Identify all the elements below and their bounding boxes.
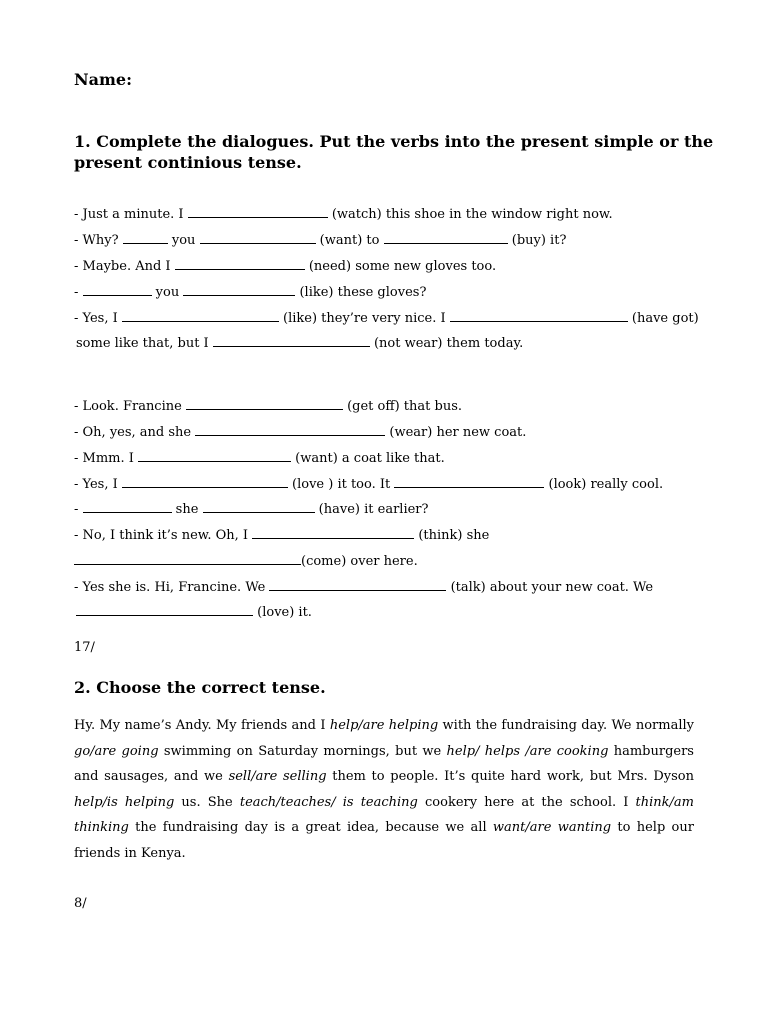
dialogue-text: - Look. Francine xyxy=(74,399,186,414)
dialogue-text: (need) some new gloves too. xyxy=(304,259,497,274)
answer-blank[interactable] xyxy=(252,527,414,539)
tense-choice[interactable]: teach/teaches/ is teaching xyxy=(239,794,418,810)
task1-title-line2: present continious tense. xyxy=(74,153,302,172)
dialogue-line xyxy=(74,206,613,223)
dialogue-text: (buy) it? xyxy=(507,233,567,248)
task1-score: 17/ xyxy=(74,640,95,655)
dialogue-line xyxy=(74,398,462,415)
task2-score: 8/ xyxy=(74,896,87,911)
dialogue-text: (love ) it too. It xyxy=(287,477,395,492)
dialogue-text: - Maybe. And I xyxy=(74,259,175,274)
dialogue-text: - Just a minute. I xyxy=(74,207,188,222)
paragraph-text: them to people. It’s quite hard work, but Mrs. Dyson xyxy=(326,769,694,784)
dialogue-line xyxy=(74,579,653,596)
dialogue-text: (not wear) them today. xyxy=(369,336,524,351)
answer-blank[interactable] xyxy=(83,501,172,513)
answer-blank[interactable] xyxy=(122,310,279,322)
dialogue-line xyxy=(76,604,312,621)
dialogue-text: - Yes she is. Hi, Francine. We xyxy=(74,580,270,595)
dialogue-text: (think) she xyxy=(414,528,490,543)
dialogue-line xyxy=(74,310,699,327)
answer-blank[interactable] xyxy=(83,284,152,296)
answer-blank[interactable] xyxy=(200,232,316,244)
dialogue-text: (like) they’re very nice. I xyxy=(278,311,450,326)
dialogue-text: some like that, but I xyxy=(76,336,213,351)
answer-blank[interactable] xyxy=(122,476,288,488)
answer-blank[interactable] xyxy=(213,335,370,347)
task2-title: 2. Choose the correct tense. xyxy=(74,678,326,697)
answer-blank[interactable] xyxy=(269,579,446,591)
dialogue-line xyxy=(74,258,496,275)
answer-blank[interactable] xyxy=(76,604,253,616)
dialogue-text: (have got) xyxy=(627,311,699,326)
dialogue-text: - Oh, yes, and she xyxy=(74,425,196,440)
dialogue-line xyxy=(76,335,523,352)
paragraph-text: to help our friends in Kenya. xyxy=(74,820,694,861)
answer-blank[interactable] xyxy=(175,258,305,270)
task1-title xyxy=(74,131,713,173)
dialogue-text: (want) a coat like that. xyxy=(291,451,445,466)
answer-blank[interactable] xyxy=(138,450,291,462)
tense-choice[interactable]: help/is helping xyxy=(74,794,175,810)
task2-paragraph xyxy=(74,713,694,866)
dialogue-text: you xyxy=(167,233,200,248)
answer-blank[interactable] xyxy=(195,424,385,436)
answer-blank[interactable] xyxy=(394,476,544,488)
dialogue-line xyxy=(74,450,445,467)
answer-blank[interactable] xyxy=(74,553,301,565)
dialogue-line xyxy=(74,501,428,518)
answer-blank[interactable] xyxy=(384,232,508,244)
dialogue-text: - xyxy=(74,502,83,517)
dialogue-text: - Yes, I xyxy=(74,477,122,492)
dialogue-text: (look) really cool. xyxy=(544,477,664,492)
tense-choice[interactable]: think/am thinking xyxy=(74,794,694,835)
tense-choice[interactable]: want/are wanting xyxy=(492,820,612,835)
dialogue-text: (want) to xyxy=(315,233,384,248)
answer-blank[interactable] xyxy=(203,501,315,513)
paragraph-text: Hy. My name’s Andy. My friends and I xyxy=(74,718,330,733)
dialogue-line xyxy=(74,553,418,570)
paragraph-text: with the fundraising day. We normally xyxy=(438,718,694,733)
tense-choice[interactable]: help/ helps /are cooking xyxy=(446,743,609,759)
dialogue-text: (love) it. xyxy=(253,605,312,620)
dialogue-line xyxy=(74,232,566,249)
task1-title-line1: 1. Complete the dialogues. Put the verbs into the present simple or the xyxy=(74,132,714,151)
dialogue-text: (like) these gloves? xyxy=(295,285,427,300)
dialogue-line xyxy=(74,424,526,441)
dialogue-text: - Yes, I xyxy=(74,311,122,326)
dialogue-line xyxy=(74,527,489,544)
paragraph-text: swimming on Saturday mornings, but we xyxy=(158,743,447,759)
paragraph-text: cookery here at the school. I xyxy=(417,794,636,810)
dialogue-line xyxy=(74,284,426,301)
answer-blank[interactable] xyxy=(123,232,168,244)
paragraph-text: the fundraising day is a great idea, because we all xyxy=(128,820,493,835)
answer-blank[interactable] xyxy=(183,284,295,296)
dialogue-text: (wear) her new coat. xyxy=(385,425,527,440)
dialogue-text: (talk) about your new coat. We xyxy=(446,580,654,595)
dialogue-text: - No, I think it’s new. Oh, I xyxy=(74,528,253,543)
answer-blank[interactable] xyxy=(188,206,328,218)
dialogue-text: (have) it earlier? xyxy=(314,502,429,517)
name-label: Name: xyxy=(74,70,133,89)
dialogue-text: (get off) that bus. xyxy=(342,399,462,414)
paragraph-text: us. She xyxy=(174,794,240,810)
paragraph-text: hamburgers and sausages, and we xyxy=(74,743,694,784)
tense-choice[interactable]: sell/are selling xyxy=(228,769,327,784)
tense-choice[interactable]: go/are going xyxy=(74,743,159,759)
dialogue-text: she xyxy=(171,502,203,517)
dialogue-text: - xyxy=(74,285,83,300)
answer-blank[interactable] xyxy=(186,398,343,410)
dialogue-line xyxy=(74,476,663,493)
dialogue-text: (come) over here. xyxy=(301,554,418,569)
dialogue-text: (watch) this shoe in the window right now. xyxy=(327,207,613,222)
dialogue-text: you xyxy=(151,285,184,300)
tense-choice[interactable]: help/are helping xyxy=(329,718,439,733)
dialogue-text: - Mmm. I xyxy=(74,451,139,466)
dialogue-text: - Why? xyxy=(74,233,123,248)
answer-blank[interactable] xyxy=(450,310,628,322)
